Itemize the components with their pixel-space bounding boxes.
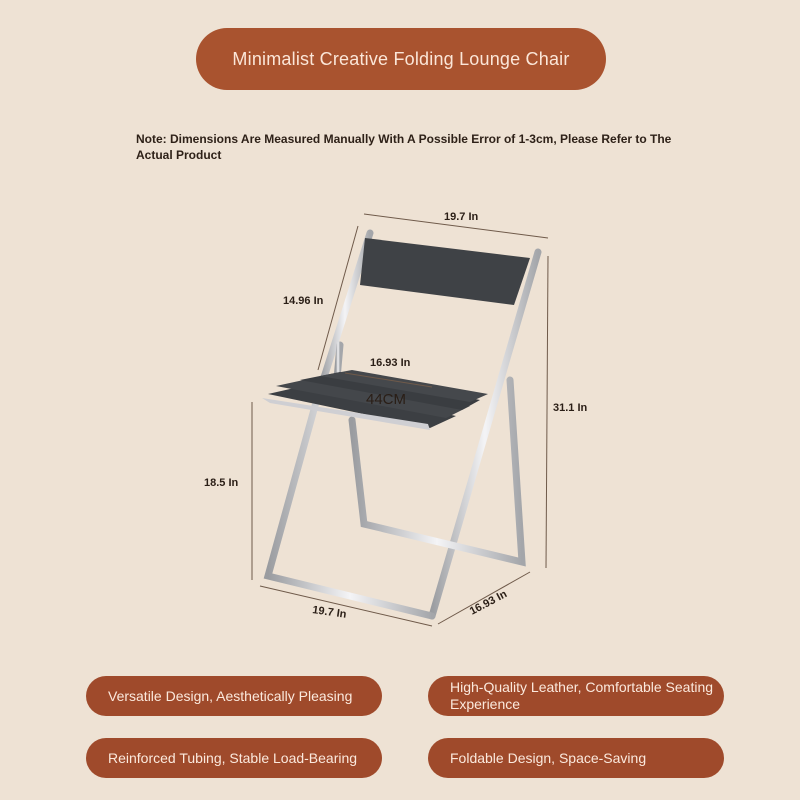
dim-top-width: 19.7 In — [444, 211, 479, 223]
feature-pill-tubing — [86, 738, 382, 778]
dim-seat-cm: 44CM — [366, 391, 407, 408]
dim-back-height: 14.96 In — [283, 295, 324, 307]
dim-total-height: 31.1 In — [553, 402, 588, 414]
dim-base-width: 19.7 In — [311, 604, 348, 621]
feature-text: Versatile Design, Aesthetically Pleasing — [108, 687, 353, 704]
dim-seat-depth: 16.93 In — [370, 357, 411, 369]
dim-seat-height: 18.5 In — [204, 477, 239, 489]
feature-text: High-Quality Leather, Comfortable Seating Experience — [450, 679, 714, 712]
feature-text: Reinforced Tubing, Stable Load-Bearing — [108, 749, 358, 766]
measurement-note: Note: Dimensions Are Measured Manually With A Possible Error of 1-3cm, Please Refer to The Actual Product — [136, 132, 672, 162]
feature-pill-foldable — [428, 738, 724, 778]
feature-text: Foldable Design, Space-Saving — [450, 749, 647, 766]
feature-pill-design — [86, 676, 382, 716]
feature-pill-leather — [428, 676, 724, 716]
chair-backrest — [360, 238, 530, 305]
dim-base-depth: 16.93 In — [467, 588, 510, 618]
page-title: Minimalist Creative Folding Lounge Chair — [232, 48, 570, 69]
